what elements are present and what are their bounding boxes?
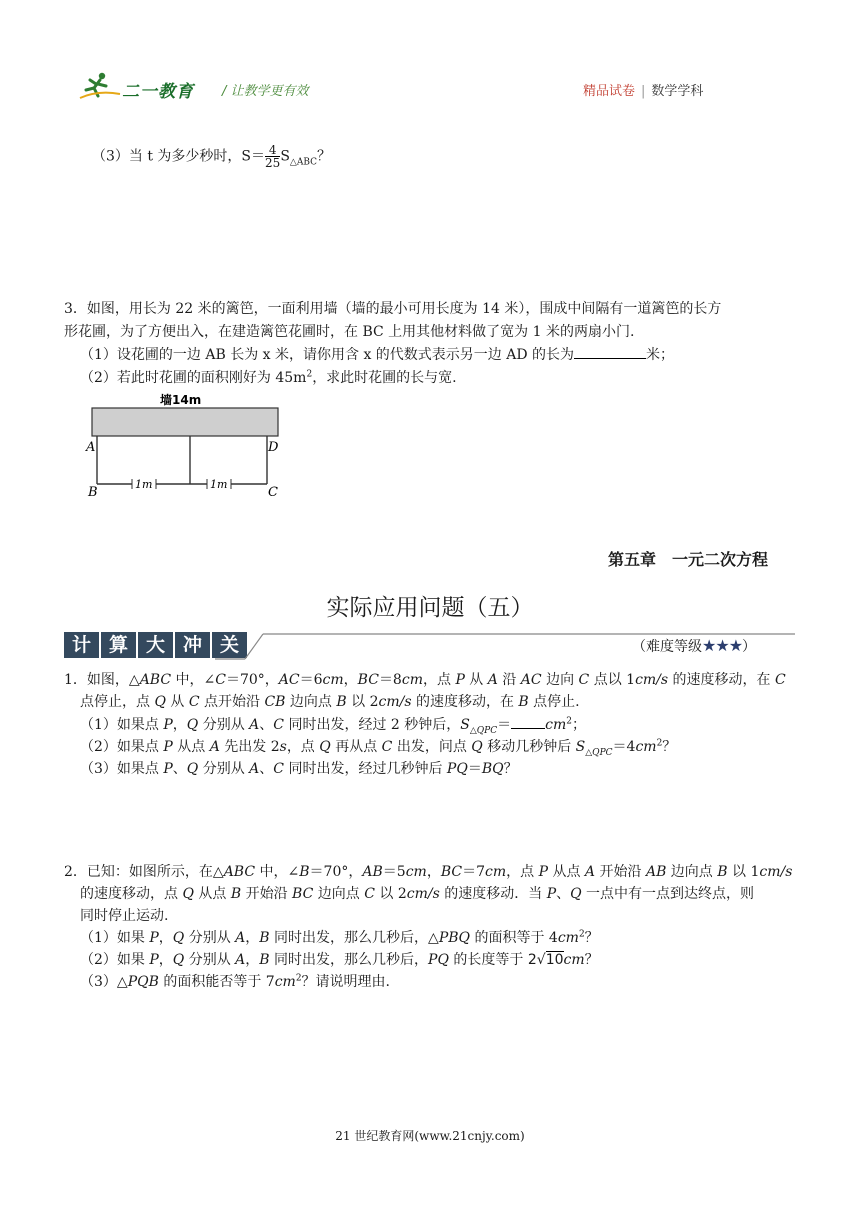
q2-line-2: 的速度移动，点 Q 从点 B 开始沿 BC 边向点 C 以 2cm/s 的速度移动．当 P、Q 一点中有一点到达终点，则 bbox=[80, 886, 755, 902]
page-footer: 21 世纪教育网(www.21cnjy.com) bbox=[335, 1129, 525, 1143]
header-subject-label: 数学学科 bbox=[651, 84, 704, 99]
banner-char: 关 bbox=[212, 632, 247, 658]
point-b-label: B bbox=[88, 485, 98, 500]
problem-3-line-2: 形花圃，为了方便出入，在建造篱笆花圃时，在 BC 上用其他材料做了宽为 1 米的两扇小门. bbox=[64, 324, 635, 340]
q2-sub-1: （1）如果 P，Q 分别从 A，B 同时出发，那么几秒后，△PBQ 的面积等于 $4cm^2$？ bbox=[80, 929, 599, 946]
difficulty-rating: （难度等级★★★） bbox=[632, 636, 757, 655]
sqrt-expression: 2√10 bbox=[527, 952, 564, 968]
problem-3-sub-1: （1）设花圃的一边 AB 长为 x 米，请你用含 x 的代数式表示另一边 AD 的长为 米； bbox=[80, 347, 675, 363]
q1-sub-3: （3）如果点 P、Q 分别从 A、C 同时出发，经过几秒钟后 PQ＝BQ？ bbox=[80, 761, 518, 777]
header-separator: | bbox=[641, 84, 646, 99]
problem-3-line-1: 3．如图，用长为 22 米的篱笆，一面利用墙（墙的最小可用长度为 14 米），围成中间隔有一道篱笆的长方 bbox=[64, 301, 722, 317]
point-c-label: C bbox=[268, 485, 278, 500]
banner-char: 计 bbox=[64, 632, 99, 658]
q1-line-1: 1．如图，△ABC 中，∠C＝70°，AC＝6cm，BC＝8cm，点 P 从 A 沿 AC 边向 C 点以 1cm/s 的速度移动，在 C bbox=[64, 672, 786, 688]
logo-runner-icon bbox=[78, 72, 122, 104]
q1-sub-2: （2）如果点 P 从点 A 先出发 2s，点 Q 再从点 C 出发，问点 Q 移动几秒钟后 $S_{\triangle QPC}=4cm^2$？ bbox=[80, 738, 677, 758]
q2-line-1: 2．已知：如图所示，在△ABC 中，∠B＝70°，AB＝5cm，BC＝7cm，点 P 从点 A 开始沿 AB 边向点 B 以 1cm/s bbox=[64, 864, 793, 880]
wall-label: 墙14m bbox=[160, 393, 202, 407]
door-label-2: 1m bbox=[210, 478, 228, 491]
wall-rect bbox=[92, 408, 278, 436]
answer-blank bbox=[574, 358, 646, 359]
header-right bbox=[583, 80, 703, 99]
star-icon: ★★★ bbox=[702, 636, 743, 655]
door-label-1: 1m bbox=[135, 478, 153, 491]
banner-char: 大 bbox=[138, 632, 173, 658]
lesson-title: 实际应用问题（五） bbox=[326, 595, 534, 621]
q2-sub-3: （3）△PQB 的面积能否等于 $7cm^2$？请说明理由. bbox=[80, 973, 390, 990]
q2-sub-2: （2）如果 P，Q 分别从 A，B 同时出发，那么几秒后，PQ 的长度等于 2√10cm？ bbox=[80, 952, 599, 968]
prev-question-3: （3）当 t 为多少秒时，S＝ $\frac{4}{25}$ $S_{\triangle ABC}$？ bbox=[92, 143, 331, 170]
fraction: $\frac{4}{25}$ bbox=[265, 143, 281, 170]
point-d-label: D bbox=[268, 440, 279, 455]
q1-sub-1: （1）如果点 P，Q 分别从 A、C 同时出发，经过 2 秒钟后，$S_{\triangle QPC}= cm^2$； bbox=[80, 716, 586, 736]
garden-figure bbox=[84, 388, 294, 504]
answer-blank bbox=[511, 728, 545, 729]
banner-char: 算 bbox=[101, 632, 136, 658]
q2-line-3: 同时停止运动. bbox=[80, 908, 169, 924]
brand-name: 二一教育 bbox=[122, 82, 194, 102]
brand-slogan: / 让教学更有效 bbox=[222, 84, 309, 99]
problem-3-sub-2: （2）若此时花圃的面积刚好为 $45m^2$，求此时花圃的长与宽. bbox=[80, 369, 457, 386]
point-a-label: A bbox=[86, 440, 96, 455]
chapter-heading: 第五章 一元二次方程 bbox=[608, 550, 769, 569]
banner-char: 冲 bbox=[175, 632, 210, 658]
header-exam-label: 精品试卷 bbox=[583, 84, 636, 99]
q1-line-2: 点停止，点 Q 从 C 点开始沿 CB 边向点 B 以 2cm/s 的速度移动，在 B 点停止. bbox=[80, 694, 580, 710]
